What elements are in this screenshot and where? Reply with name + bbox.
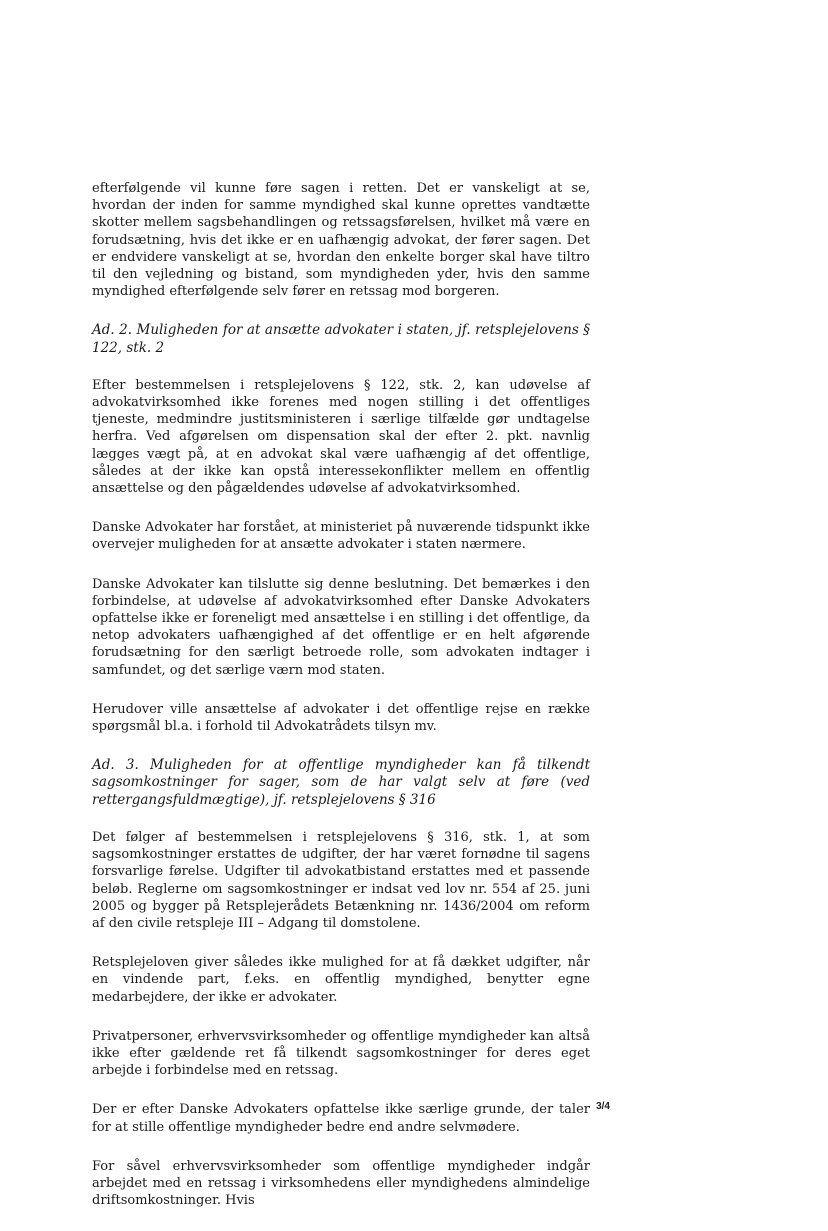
paragraph: Retsplejeloven giver således ikke mulighed for at få dækket udgifter, når en vindende part, f.eks. en offentlig myndighed, benytter egne medarbejdere, der ikke er advokater. [92, 955, 590, 1005]
paragraph: Privatpersoner, erhvervsvirksomheder og offentlige myndigheder kan altså ikke efter gældende ret få tilkendt sagsomkostninger for deres eget arbejde i forbindelse med en retssag. [92, 1028, 590, 1079]
section-heading: Ad. 3. Muligheden for at offentlige myndigheder kan få tilkendt sagsomkostninger for sager, som de har valgt selv at føre (ved rettergangsfuldmægtige), jf. retsplejelovens § 316 [92, 757, 590, 808]
paragraph: Efter bestemmelsen i retsplejelovens § 122, stk. 2, kan udøvelse af advokatvirksomhed ikke forenes med nogen stilling i det offentliges tjeneste, medmindre justitsministeren i særlige tilfælde gør undtagelse herfra. Ved afgørelsen om dispensation skal der efter 2. pkt. navnlig lægges vægt på, at en advokat skal være uafhængig af det offentlige, således at der ikke kan opstå interessekonflikter mellem en offentlig ansættelse og den pågældendes udøvelse af advokatvirksomhed. [92, 377, 590, 497]
body-text [92, 180, 590, 1231]
section-heading: Ad. 2. Muligheden for at ansætte advokater i staten, jf. retsplejelovens § 122, stk. 2 [92, 322, 590, 356]
page-number: 3/4 [596, 1101, 610, 1112]
paragraph: Det følger af bestemmelsen i retsplejelovens § 316, stk. 1, at som sagsomkostninger erstattes de udgifter, der har været fornødne til sagens forsvarlige førelse. Udgifter til advokatbistand erstattes med et passende beløb. Reglerne om sagsomkostninger er indsat ved lov nr. 554 af 25. juni 2005 og bygger på Retsplejerådets Betænkning nr. 1436/2004 om reform af den civile retspleje III – Adgang til domstolene. [92, 829, 590, 931]
paragraph: Danske Advokater kan tilslutte sig denne beslutning. Det bemærkes i den forbindelse, at udøvelse af advokatvirksomhed efter Danske Advokaters opfattelse ikke er foreneligt med ansættelse i en stilling i det offentlige, da netop advokaters uafhængighed af det offentlige er en helt afgørende forudsætning for den særligt betroede rolle, som advokaten indtager i samfundet, og det særlige værn mod staten. [92, 576, 590, 678]
paragraph: Der er efter Danske Advokaters opfattelse ikke særlige grunde, der taler for at stille offentlige myndigheder bedre end andre selvmødere. [92, 1102, 590, 1135]
paragraph: Danske Advokater har forstået, at ministeriet på nuværende tidspunkt ikke overvejer muligheden for at ansætte advokater i staten nærmere. [92, 520, 590, 553]
paragraph: efterfølgende vil kunne føre sagen i retten. Det er vanskeligt at se, hvordan der inden for samme myndighed skal kunne oprettes vandtætte skotter mellem sagsbehandlingen og retssagsførelsen, hvilket må være en forudsætning, hvis det ikke er en uafhængig advokat, der fører sagen. Det er endvidere vanskeligt at se, hvordan den enkelte borger skal have tiltro til den vejledning og bistand, som myndigheden yder, hvis den samme myndighed efterfølgende selv fører en retssag mod borgeren. [92, 181, 590, 300]
paragraph: Herudover ville ansættelse af advokater i det offentlige rejse en række spørgsmål bl.a. i forhold til Advokatrådets tilsyn mv. [92, 701, 590, 735]
paragraph: For såvel erhvervsvirksomheder som offentlige myndigheder indgår arbejdet med en retssag i virksomhedens eller myndighedens almindelige driftsomkostninger. Hvis [92, 1158, 590, 1209]
